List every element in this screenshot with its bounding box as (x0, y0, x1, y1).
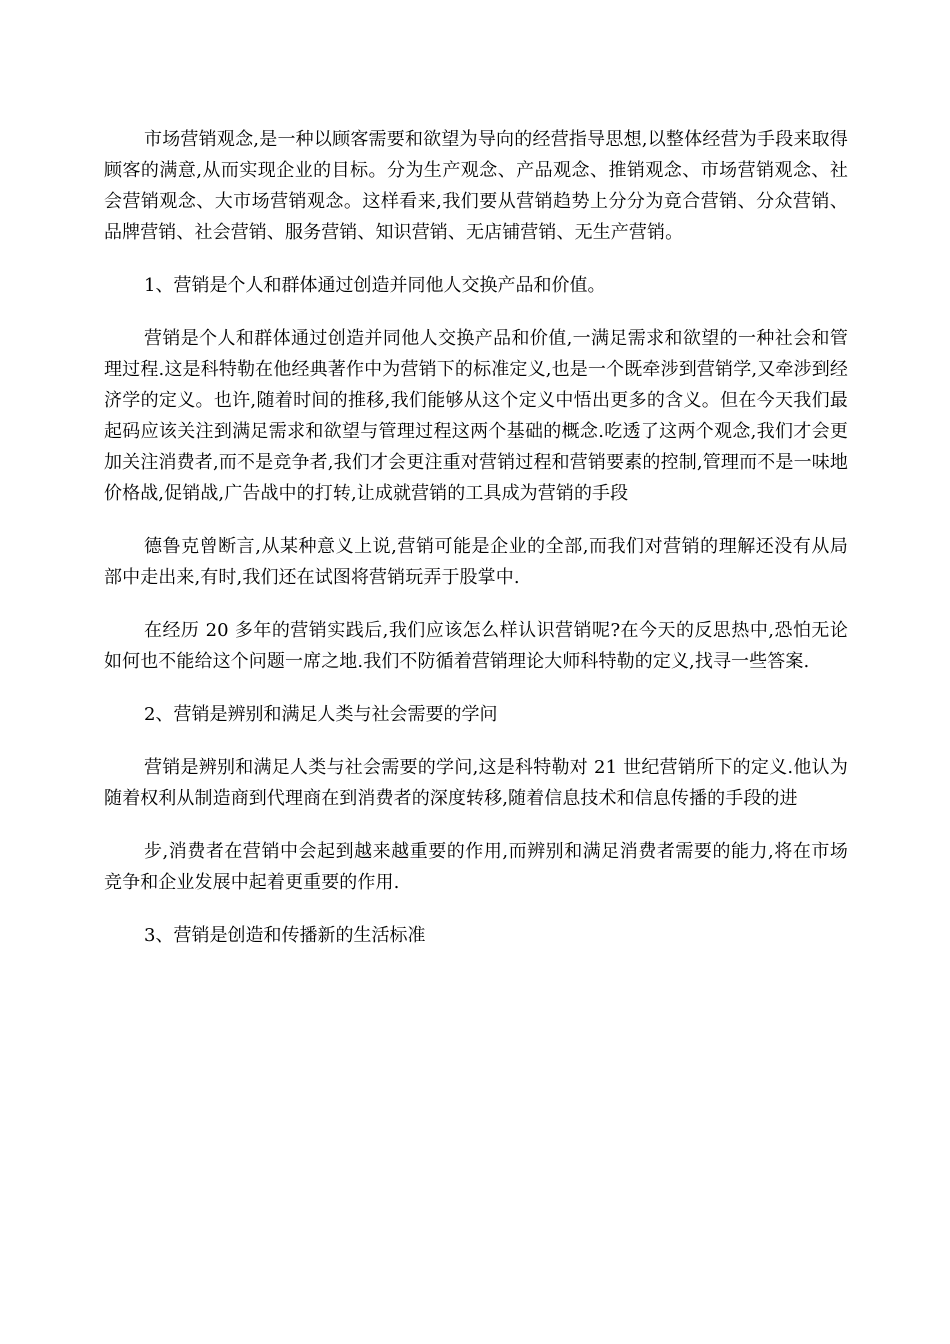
heading-point-3: 3、营销是创造和传播新的生活标准 (144, 925, 426, 946)
document-page (104, 124, 848, 973)
heading-point-2: 2、营销是辨别和满足人类与社会需要的学问 (144, 704, 498, 725)
paragraph-point-1-body: 营销是个人和群体通过创造并同他人交换产品和价值,一满足需求和欲望的一种社会和管理过程.这是科特勒在他经典著作中为营销下的标准定义,也是一个既牵涉到营销学,又牵涉到经济学的定义。也许,随着时间的推移,我们能够从这个定义中悟出更多的含义。但在今天我们最起码应该关注到满足需求和欲望与管理过程这两个基础的概念.吃透了这两个观念,我们才会更加关注消费者,而不是竞争者,我们才会更注重对营销过程和营销要素的控制,管理而不是一味地价格战,促销战,广告战中的打转,让成就营销的工具成为营销的手段 (104, 328, 848, 504)
heading-point-1: 1、营销是个人和群体通过创造并同他人交换产品和价值。 (144, 275, 606, 296)
paragraph-drucker: 德鲁克曾断言,从某种意义上说,营销可能是企业的全部,而我们对营销的理解还没有从局部中走出来,有时,我们还在试图将营销玩弄于股掌中. (104, 536, 848, 588)
paragraph-point-2-continued: 步,消费者在营销中会起到越来越重要的作用,而辨别和满足消费者需要的能力,将在市场竞争和企业发展中起着更重要的作用. (104, 841, 848, 893)
paragraph-marketing-concept: 市场营销观念,是一种以顾客需要和欲望为导向的经营指导思想,以整体经营为手段来取得顾客的满意,从而实现企业的目标。分为生产观念、产品观念、推销观念、市场营销观念、社会营销观念、大市场营销观念。这样看来,我们要从营销趋势上分分为竟合营销、分众营销、品牌营销、社会营销、服务营销、知识营销、无店铺营销、无生产营销。 (104, 129, 848, 243)
paragraph-20-years: 在经历 20 多年的营销实践后,我们应该怎么样认识营销呢?在今天的反思热中,恐怕无论如何也不能给这个问题一席之地.我们不防循着营销理论大师科特勒的定义,找寻一些答案. (104, 620, 848, 672)
paragraph-point-2-body: 营销是辨别和满足人类与社会需要的学问,这是科特勒对 21 世纪营销所下的定义.他认为随着权利从制造商到代理商在到消费者的深度转移,随着信息技术和信息传播的手段的进 (104, 757, 848, 809)
